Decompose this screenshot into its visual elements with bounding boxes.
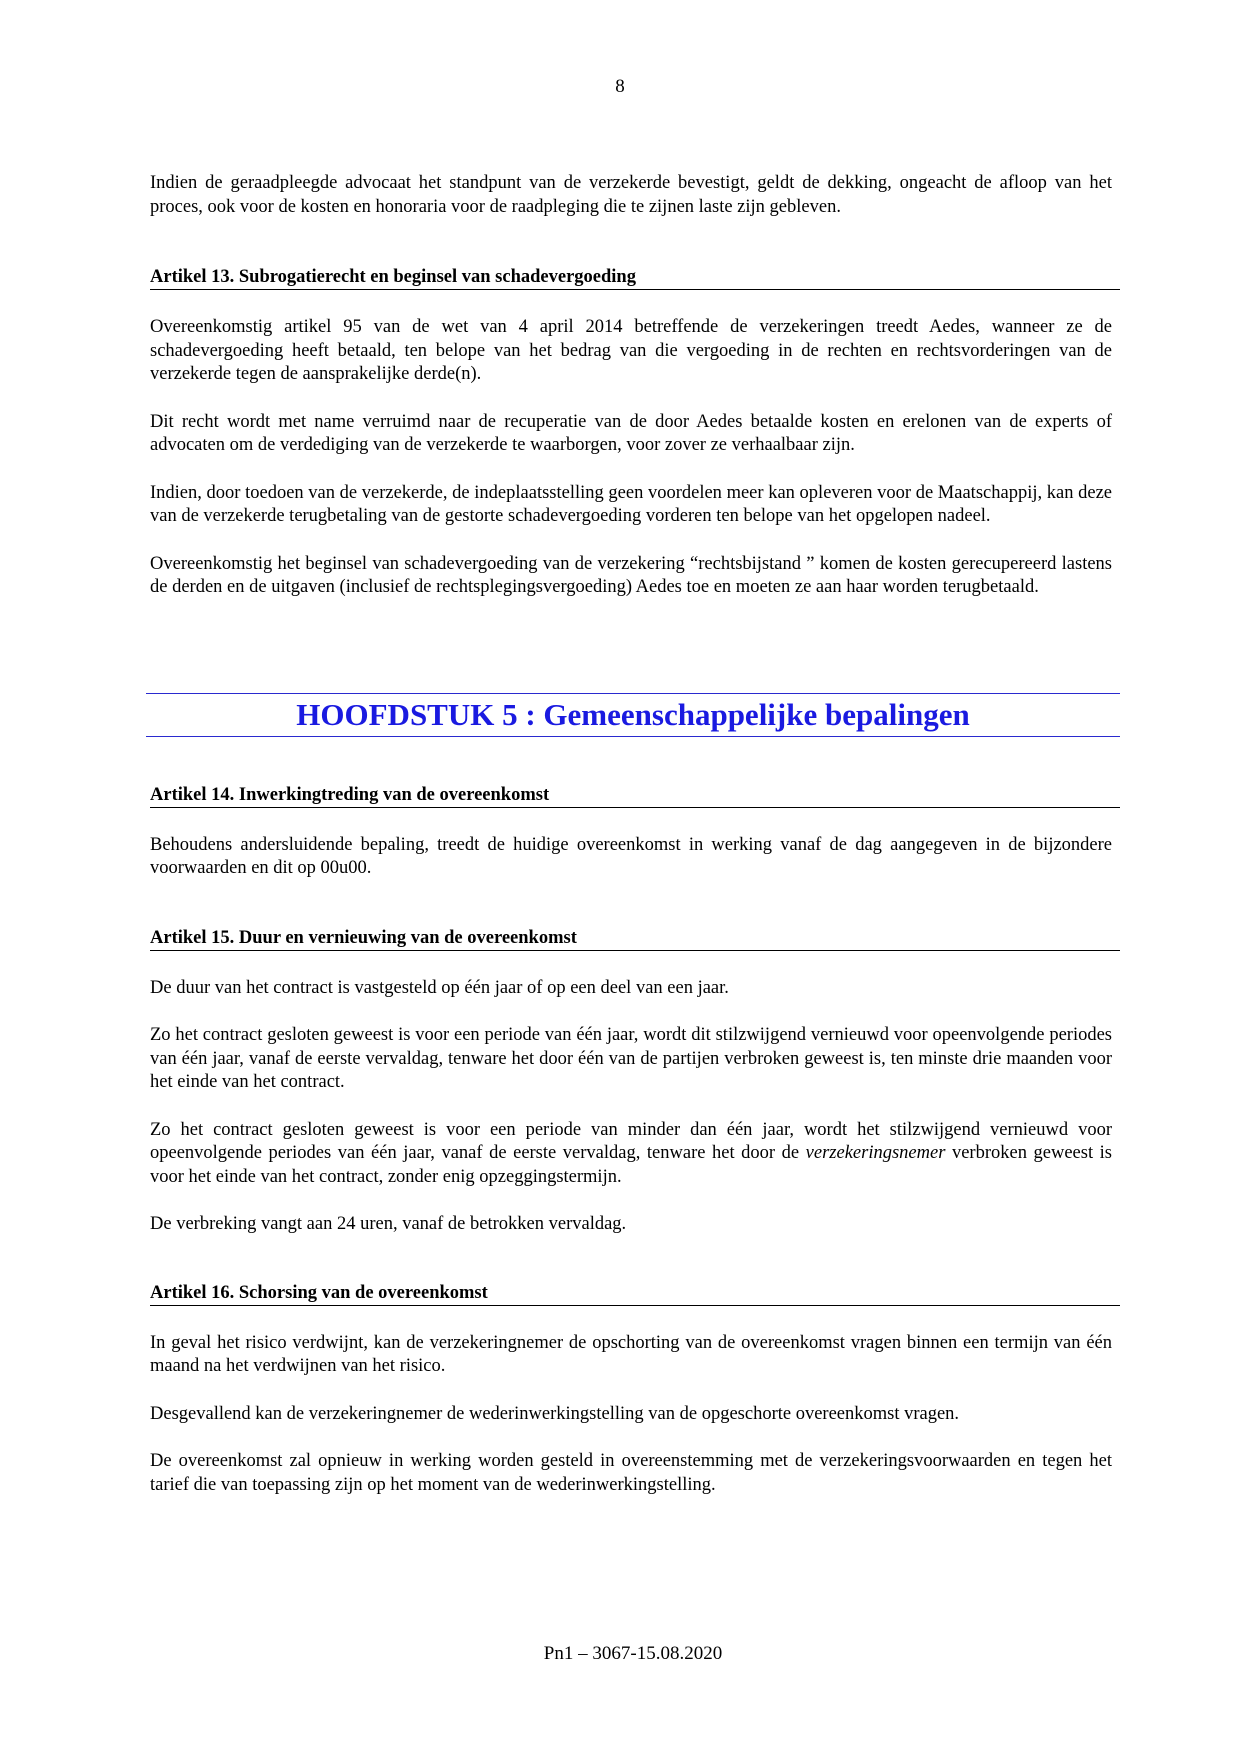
article-13-paragraph-1: Overeenkomstig artikel 95 van de wet van 4 april 2014 betreffende de verzekeringen treedt Aedes, wanneer ze de schadevergoeding heeft betaald, ten belope van het bedrag van die vergoeding in de rechten en rechtsvorderingen van de verzekerde tegen de aansprakelijke derde(n).: [150, 317, 1112, 384]
article-13-paragraph-3: Indien, door toedoen van de verzekerde, de indeplaatsstelling geen voordelen meer kan opleveren voor de Maatschappij, kan deze van de verzekerde terugbetaling van de gestorte schadevergoeding vorderen ten belope van het opgelopen nadeel.: [150, 482, 1112, 526]
article-16-paragraph-3: De overeenkomst zal opnieuw in werking worden gesteld in overeenstemming met de verzekeringsvoorwaarden en tegen het tarief die van toepassing zijn op het moment van de wederinwerkingstelling.: [150, 1451, 1112, 1495]
article-16-paragraph-1: In geval het risico verdwijnt, kan de verzekeringnemer de opschorting van de overeenkomst vragen binnen een termijn van één maand na het verdwijnen van het risico.: [150, 1332, 1112, 1376]
article-15-heading: Artikel 15. Duur en vernieuwing van de overeenkomst: [150, 927, 1120, 951]
intro-paragraph: Indien de geraadpleegde advocaat het standpunt van de verzekerde bevestigt, geldt de dekking, ongeacht de afloop van het proces, ook voor de kosten en honoraria voor de raadpleging die te zijnen laste zijn gebleven.: [150, 173, 1112, 217]
article-15-paragraph-3-start: Zo het contract gesloten geweest is voor een periode van minder dan één jaar, wordt het stilzwijgend vernieuwd voor opeenvolgende periodes van één jaar, vanaf de eerste vervaldag, tenware het door de: [150, 1119, 1112, 1163]
article-15-paragraph-1: De duur van het contract is vastgesteld op één jaar of op een deel van een jaar.: [150, 977, 729, 998]
article-13-heading: Artikel 13. Subrogatierecht en beginsel van schadevergoeding: [150, 266, 1120, 290]
chapter-5-heading: HOOFDSTUK 5 : Gemeenschappelijke bepalingen: [146, 693, 1120, 737]
footer-reference: Pn1 – 3067-15.08.2020: [543, 1643, 723, 1664]
article-15-paragraph-4: De verbreking vangt aan 24 uren, vanaf de betrokken vervaldag.: [150, 1214, 627, 1234]
article-13-paragraph-4: Overeenkomstig het beginsel van schadevergoeding van de verzekering “rechtsbijstand ” komen de kosten gerecupereerd lastens de derden en de uitgaven (inclusief de rechtsplegingsvergoeding) Aedes toe en moeten ze aan haar worden terugbetaald.: [150, 553, 1112, 597]
article-14-paragraph-1: Behoudens andersluidende bepaling, treedt de huidige overeenkomst in werking vanaf de dag aangegeven in de bijzondere voorwaarden en dit op 00u00.: [150, 834, 1112, 878]
article-14-heading: Artikel 14. Inwerkingtreding van de overeenkomst: [150, 784, 1120, 808]
article-15-paragraph-2: Zo het contract gesloten geweest is voor een periode van één jaar, wordt dit stilzwijgend vernieuwd voor opeenvolgende periodes van één jaar, vanaf de eerste vervaldag, tenware het door één van de partijen verbroken geweest is, ten minste drie maanden voor het einde van het contract.: [150, 1025, 1112, 1092]
document-body: [150, 172, 1112, 1497]
article-16-paragraph-2: Desgevallend kan de verzekeringnemer de wederinwerkingstelling van de opgeschorte overeenkomst vragen.: [150, 1403, 960, 1424]
page-number: 8: [615, 76, 625, 97]
article-15-paragraph-3: [150, 1119, 1112, 1190]
article-16-heading: Artikel 16. Schorsing van de overeenkomst: [150, 1282, 1120, 1306]
article-13-paragraph-2: Dit recht wordt met name verruimd naar de recuperatie van de door Aedes betaalde kosten en erelonen van de experts of advocaten om de verdediging van de verzekerde te waarborgen, voor zover ze verhaalbaar zijn.: [150, 411, 1112, 455]
article-15-paragraph-3-end: verbroken geweest is voor het einde van het contract, zonder enig opzeggingstermijn.: [150, 1143, 1112, 1187]
policyholder-term: verzekeringsnemer: [805, 1143, 946, 1163]
